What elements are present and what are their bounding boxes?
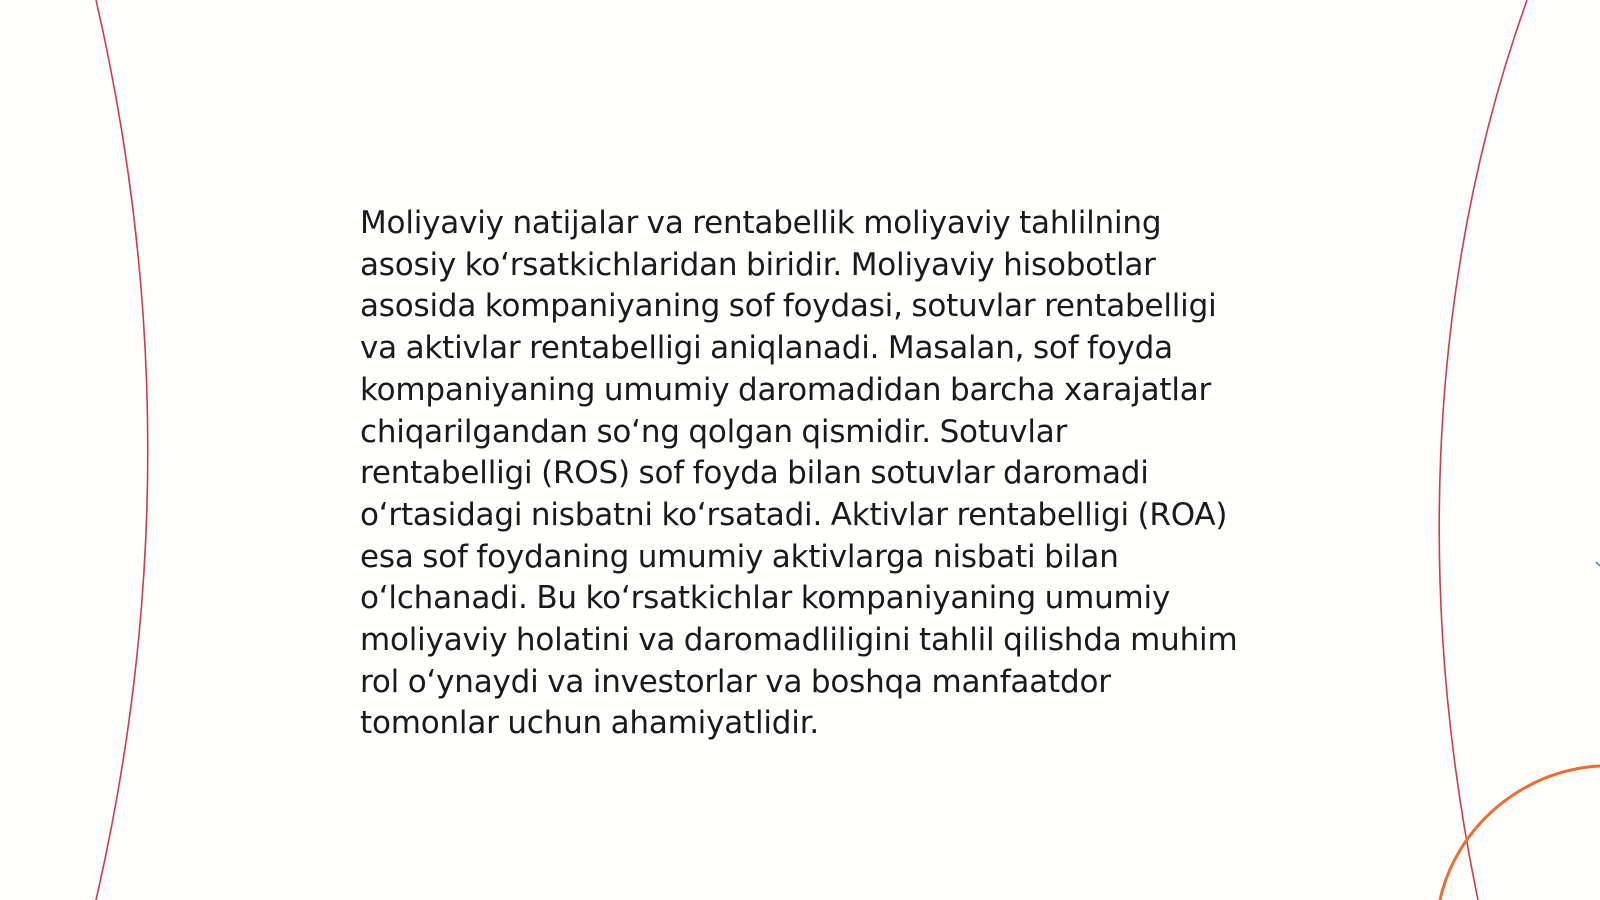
right-curve <box>1439 0 1527 900</box>
left-curve <box>96 0 148 900</box>
orange-arc <box>1440 766 1600 900</box>
body-paragraph: Moliyaviy natijalar va rentabellik moliyaviy tahlilning asosiy koʻrsatkichlaridan biridir. Moliyaviy hisobotlar asosida kompaniyaning sof foydasi, sotuvlar rentabelligi va aktivlar rentabelligi aniqlanadi. Masalan, sof foyda kompaniyaning umumiy daromadidan barcha xarajatlar chiqarilgandan soʻng qolgan qismidir. Sotuvlar rentabelligi (ROS) sof foyda bilan sotuvlar daromadi oʻrtasidagi nisbatni koʻrsatadi. Aktivlar rentabelligi (ROA) esa sof foydaning umumiy aktivlarga nisbati bilan oʻlchanadi. Bu koʻrsatkichlar kompaniyaning umumiy moliyaviy holatini va daromadliligini tahlil qilishda muhim rol oʻynaydi va investorlar va boshqa manfaatdor tomonlar uchun ahamiyatlidir. <box>360 205 1238 742</box>
small-tick-mark <box>1596 562 1600 566</box>
